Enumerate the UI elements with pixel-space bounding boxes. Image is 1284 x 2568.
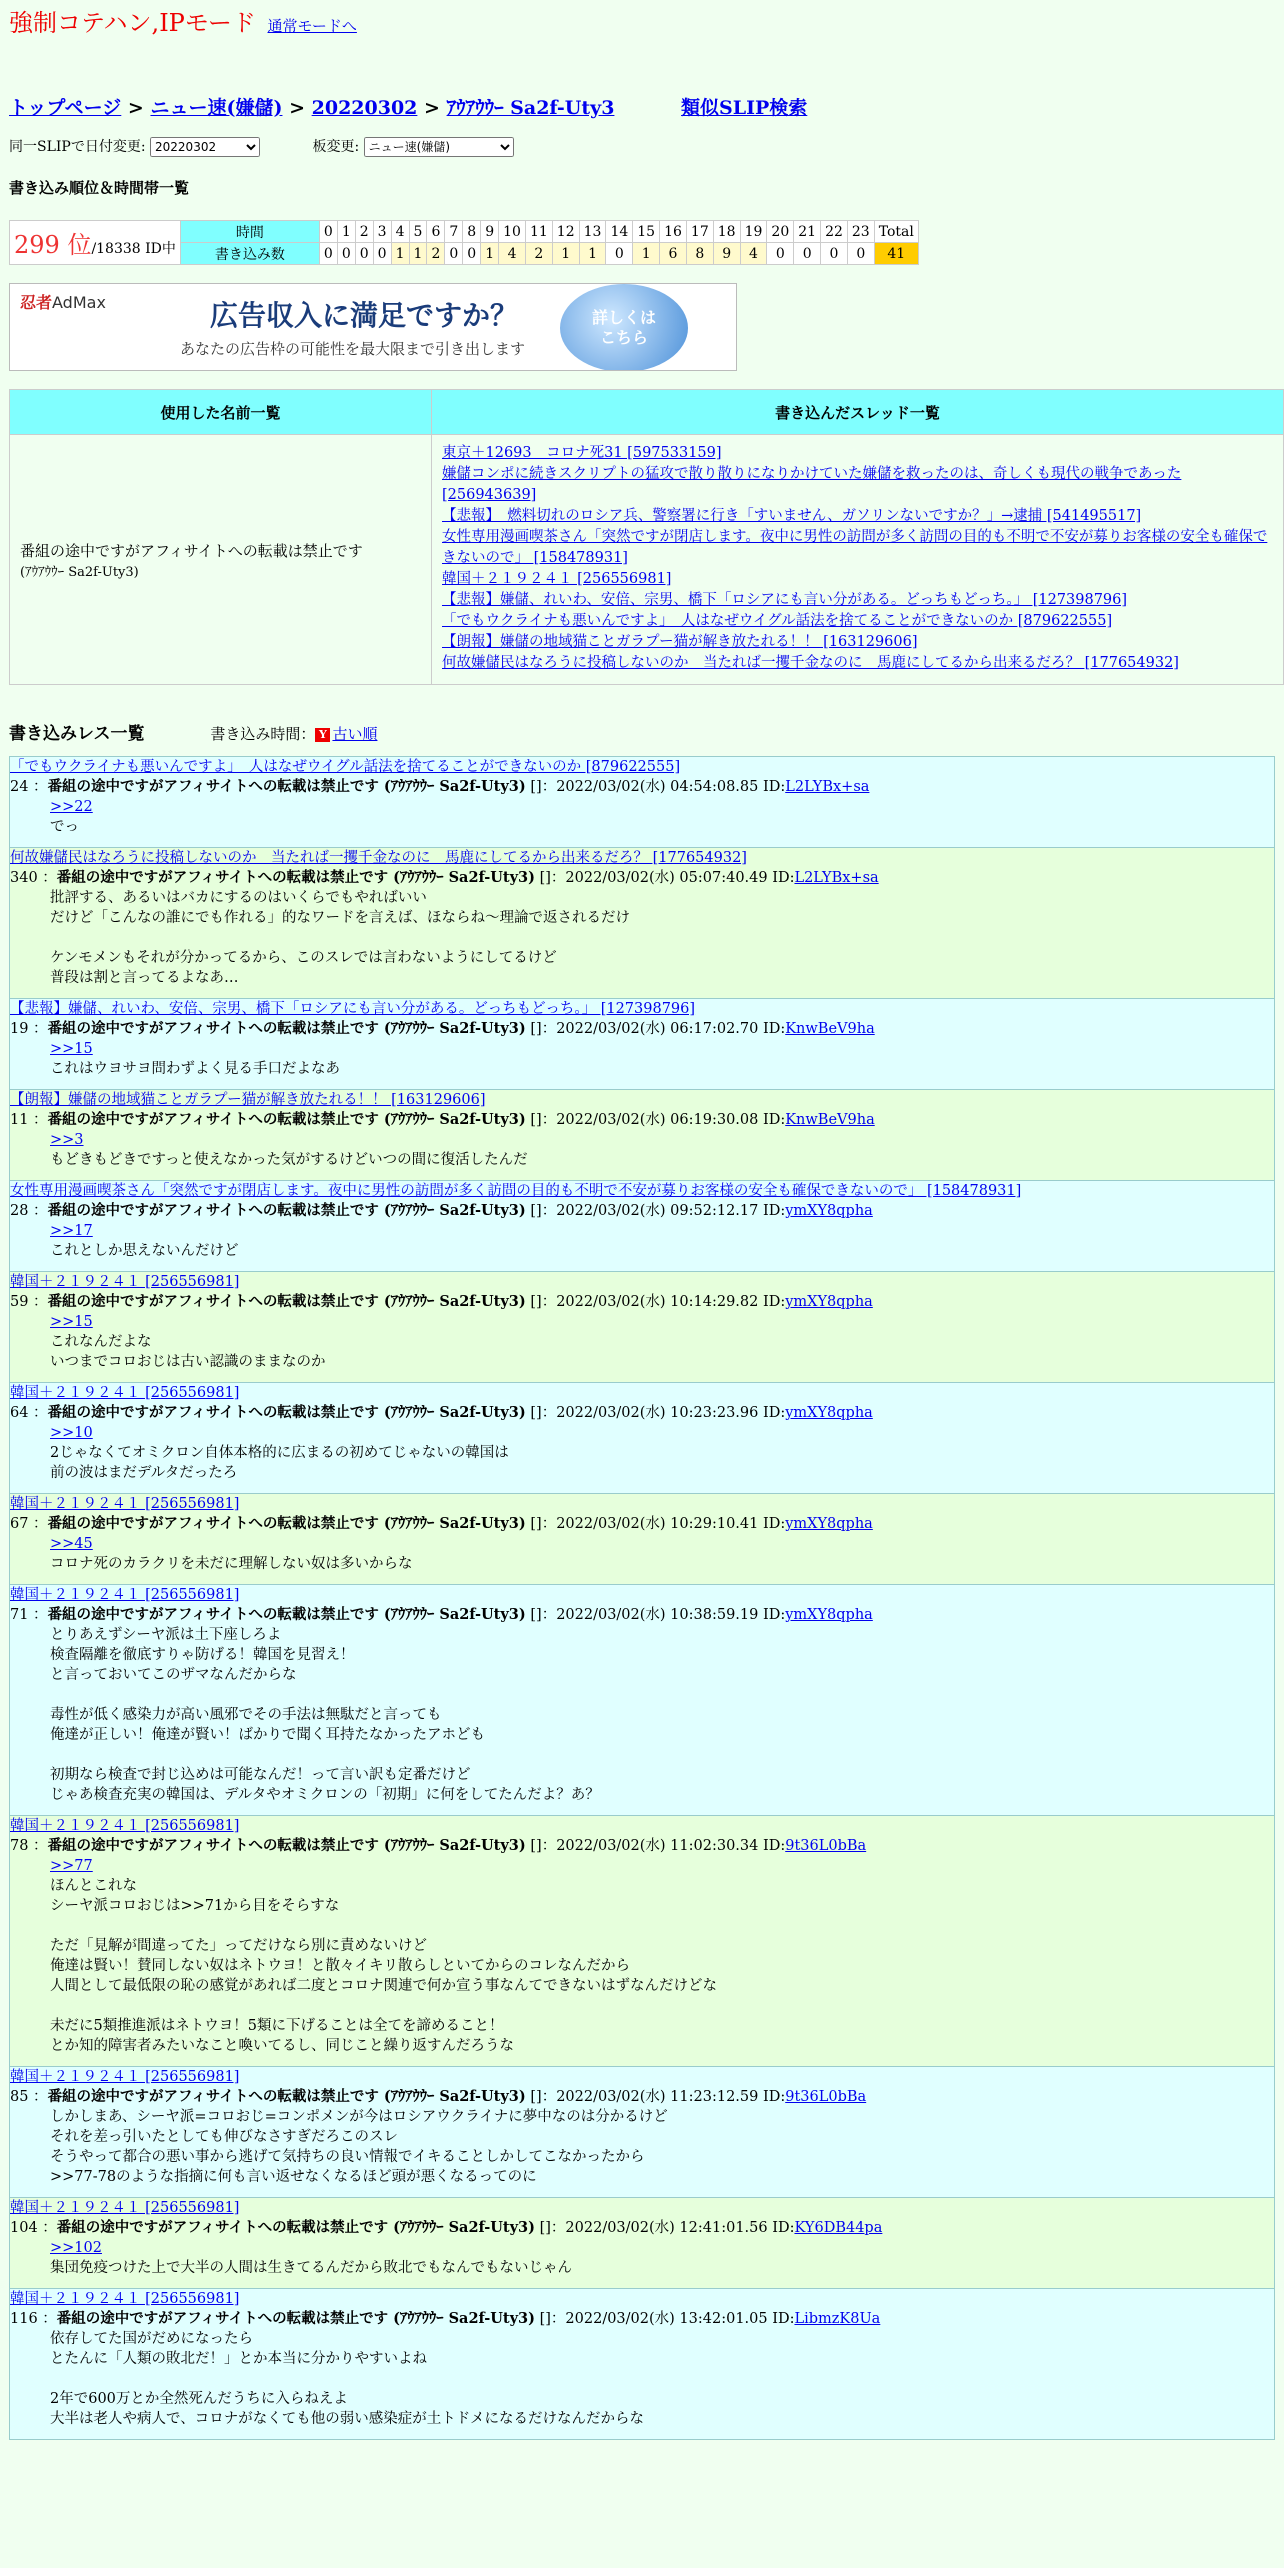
res-text: これなんだよな いつまでコロおじは古い認識のままなのか bbox=[50, 1334, 326, 1370]
hour-cell: 7 bbox=[445, 221, 463, 243]
names-column-header: 使用した名前一覧 bbox=[10, 390, 432, 435]
res-header bbox=[10, 2087, 1274, 2107]
sort-order bbox=[210, 725, 377, 743]
hour-cell: 9 bbox=[481, 221, 499, 243]
res-body bbox=[10, 797, 1274, 837]
res-thread-link[interactable]: 韓国＋２１９２４１ [256556981] bbox=[10, 2200, 240, 2216]
res-text: これとしか思えないんだけど bbox=[50, 1243, 239, 1259]
res-header bbox=[10, 2309, 1274, 2329]
res-header bbox=[10, 1019, 1274, 1039]
res-number: 71 ： bbox=[10, 1607, 48, 1623]
res-author-name: 番組の途中ですがアフィサイトへの転載は禁止です (ｱｳｱｳｳｰ Sa2f-Uty3) bbox=[56, 2310, 535, 2327]
count-cell: 1 bbox=[579, 243, 606, 265]
res-author-name: 番組の途中ですがアフィサイトへの転載は禁止です (ｱｳｱｳｳｰ Sa2f-Uty3) bbox=[47, 1020, 526, 1037]
res-number: 104 ： bbox=[10, 2220, 57, 2236]
hour-cell: 18 bbox=[713, 221, 740, 243]
res-number: 59 ： bbox=[10, 1294, 48, 1310]
ad-subtext: あなたの広告枠の可能性を最大限まで引き出します bbox=[180, 340, 526, 358]
res-meta: []：2022/03/02(水) 09:52:12.17 ID: bbox=[525, 1203, 786, 1219]
ad-logo: 忍者AdMax bbox=[20, 293, 106, 312]
res-item bbox=[9, 848, 1275, 999]
res-body bbox=[10, 1039, 1274, 1079]
res-item bbox=[9, 2289, 1275, 2440]
count-cell: 9 bbox=[713, 243, 740, 265]
total-header: Total bbox=[874, 221, 918, 243]
total-count: 41 bbox=[874, 243, 918, 265]
thread-link[interactable]: 何故嫌儲民はなろうに投稿しないのか 当たれば一攫千金なのに 馬鹿にしてるから出来るだろ？ [177654932] bbox=[442, 655, 1179, 671]
hour-cell: 2 bbox=[355, 221, 373, 243]
res-text: コロナ死のカラクリを未だに理解しない奴は多いからな bbox=[50, 1556, 413, 1572]
used-name: 番組の途中ですがアフィサイトへの転載は禁止です bbox=[20, 541, 363, 560]
res-body bbox=[10, 1130, 1274, 1170]
res-body bbox=[10, 1625, 1274, 1805]
res-thread-link[interactable]: 「でもウクライナも悪いんですよ」 人はなぜウイグル話法を捨てることができないのか [879622555] bbox=[10, 759, 681, 775]
res-author-name: 番組の途中ですがアフィサイトへの転載は禁止です (ｱｳｱｳｳｰ Sa2f-Uty3) bbox=[47, 778, 526, 795]
res-meta: []：2022/03/02(水) 13:42:01.05 ID: bbox=[535, 2311, 795, 2327]
res-header bbox=[10, 1836, 1274, 1856]
res-id-link[interactable]: ymXY8qpha bbox=[785, 1203, 873, 1219]
names-threads-table bbox=[9, 389, 1284, 685]
res-author-name: 番組の途中ですがアフィサイトへの転載は禁止です (ｱｳｱｳｳｰ Sa2f-Uty3) bbox=[47, 1404, 526, 1421]
time-label: 時間 bbox=[180, 221, 319, 243]
names-cell bbox=[10, 435, 432, 685]
count-cell: 1 bbox=[633, 243, 660, 265]
res-meta: []：2022/03/02(水) 11:23:12.59 ID: bbox=[525, 2089, 786, 2105]
res-id-link[interactable]: LibmzK8Ua bbox=[794, 2311, 881, 2327]
count-cell: 8 bbox=[686, 243, 713, 265]
sort-oldest-link[interactable]: 古い順 bbox=[332, 725, 378, 743]
res-author-name: 番組の途中ですがアフィサイトへの転載は禁止です (ｱｳｱｳｳｰ Sa2f-Uty3) bbox=[56, 869, 535, 886]
count-cell: 0 bbox=[373, 243, 391, 265]
res-item bbox=[9, 1272, 1275, 1383]
res-author-name: 番組の途中ですがアフィサイトへの転載は禁止です (ｱｳｱｳｳｰ Sa2f-Uty3) bbox=[47, 1606, 526, 1623]
thread-link[interactable]: 【朗報】嫌儲の地域猫ことガラプー猫が解き放たれる！！ [163129606] bbox=[442, 634, 918, 650]
res-number: 116 ： bbox=[10, 2311, 57, 2327]
res-list bbox=[9, 756, 1275, 2440]
res-body bbox=[10, 888, 1274, 988]
res-text: 2じゃなくてオミクロン自体本格的に広まるの初めてじゃないの韓国は 前の波はまだデルタだったろ bbox=[50, 1445, 509, 1481]
res-header bbox=[10, 1403, 1274, 1423]
res-anchor-link[interactable]: >>17 bbox=[50, 1223, 93, 1239]
hour-cell: 14 bbox=[606, 221, 633, 243]
count-cell: 2 bbox=[525, 243, 552, 265]
hour-cell: 23 bbox=[847, 221, 874, 243]
res-anchor-link[interactable]: >>45 bbox=[50, 1536, 93, 1552]
res-id-link[interactable]: 9t36L0bBa bbox=[785, 2089, 867, 2105]
res-item bbox=[9, 1494, 1275, 1585]
breadcrumb-date[interactable]: 20220302 bbox=[311, 97, 418, 119]
res-text: 依存してた国がだめになったら とたんに「人類の敗北だ！」とか本当に分かりやすいよね 2年で600万とか全然死んだうちに入らねえよ 大半は老人や病人で、コロナがなくても他の弱い感染症が土トドメになるだけなんだからな bbox=[50, 2331, 645, 2427]
mode-title: 強制コテハン,IPモード bbox=[9, 9, 256, 37]
rank-cell bbox=[10, 221, 181, 265]
res-number: 64 ： bbox=[10, 1405, 48, 1421]
res-meta: []：2022/03/02(水) 04:54:08.85 ID: bbox=[525, 779, 786, 795]
hour-cell: 8 bbox=[463, 221, 481, 243]
res-meta: []：2022/03/02(水) 06:17:02.70 ID: bbox=[525, 1021, 786, 1037]
count-cell: 1 bbox=[481, 243, 499, 265]
res-header bbox=[10, 868, 1274, 888]
res-item bbox=[9, 1090, 1275, 1181]
count-cell: 0 bbox=[847, 243, 874, 265]
res-body bbox=[10, 2238, 1274, 2278]
res-text: もどきもどきですっと使えなかった気がするけどいつの間に復活したんだ bbox=[50, 1152, 528, 1168]
thread-link[interactable]: 韓国＋２１９２４１ [256556981] bbox=[442, 571, 672, 587]
res-author-name: 番組の途中ですがアフィサイトへの転載は禁止です (ｱｳｱｳｳｰ Sa2f-Uty3) bbox=[47, 2088, 526, 2105]
board-select[interactable] bbox=[364, 137, 514, 157]
res-item bbox=[9, 2067, 1275, 2198]
res-item bbox=[9, 1383, 1275, 1494]
res-header bbox=[10, 1292, 1274, 1312]
res-number: 19 ： bbox=[10, 1021, 48, 1037]
date-select[interactable] bbox=[150, 137, 260, 157]
res-id-link[interactable]: L2LYBx+sa bbox=[785, 779, 870, 795]
res-id-link[interactable]: ymXY8qpha bbox=[785, 1607, 873, 1623]
res-text: 集団免疫つけた上で大半の人間は生きてるんだから敗北でもなんでもないじゃん bbox=[50, 2260, 572, 2276]
res-text: でっ bbox=[50, 819, 79, 835]
res-anchor-link[interactable]: >>15 bbox=[50, 1041, 93, 1057]
count-cell: 0 bbox=[606, 243, 633, 265]
hour-cell: 11 bbox=[525, 221, 552, 243]
res-author-name: 番組の途中ですがアフィサイトへの転載は禁止です (ｱｳｱｳｳｰ Sa2f-Uty3) bbox=[47, 1837, 526, 1854]
ranking-table bbox=[9, 220, 919, 265]
res-meta: []：2022/03/02(水) 12:41:01.56 ID: bbox=[535, 2220, 795, 2236]
res-number: 78 ： bbox=[10, 1838, 48, 1854]
res-id-link[interactable]: ymXY8qpha bbox=[785, 1294, 873, 1310]
res-meta: []：2022/03/02(水) 05:07:40.49 ID: bbox=[535, 870, 795, 886]
thread-link[interactable]: 東京＋12693 コロナ死31 [597533159] bbox=[442, 445, 722, 461]
res-meta: []：2022/03/02(水) 10:29:10.41 ID: bbox=[525, 1516, 786, 1532]
ad-banner[interactable] bbox=[9, 283, 737, 371]
sort-y-icon: Y bbox=[315, 728, 330, 742]
res-number: 11 ： bbox=[10, 1112, 48, 1128]
res-body bbox=[10, 1312, 1274, 1372]
res-text: ほんとこれな シーヤ派コロおじは>>71から目をそらすな ただ「見解が間違ってた」ってだけなら別に責めないけど 俺達は賢い！賛同しない奴はネトウヨ！と散々イキリ散らしといてからのコレなんだから 人間として最低限の恥の感覚があれば二度とコロナ関連で何か宣う事なんてできないはずなんだけどな 未だに5類推進派はネトウヨ！5類に下げることは全てを諦めること！ とか知的障害者みたいなこと喚いてるし、同じこと繰り返すんだろうな bbox=[50, 1878, 717, 2054]
hour-cell: 3 bbox=[373, 221, 391, 243]
res-meta: []：2022/03/02(水) 10:23:23.96 ID: bbox=[525, 1405, 786, 1421]
hour-cell: 15 bbox=[633, 221, 660, 243]
breadcrumb-id[interactable]: ｱｳｱｳｳｰ Sa2f-Uty3 bbox=[446, 97, 615, 119]
res-anchor-link[interactable]: >>102 bbox=[50, 2240, 102, 2256]
res-item bbox=[9, 999, 1275, 1090]
res-body bbox=[10, 2329, 1274, 2429]
res-author-name: 番組の途中ですがアフィサイトへの転載は禁止です (ｱｳｱｳｳｰ Sa2f-Uty3) bbox=[47, 1515, 526, 1532]
res-header bbox=[10, 2218, 1274, 2238]
res-header bbox=[10, 1605, 1274, 1625]
res-header bbox=[10, 1110, 1274, 1130]
res-item bbox=[9, 756, 1275, 848]
res-thread-link[interactable]: 【悲報】嫌儲、れいわ、安倍、宗男、橋下「ロシアにも言い分がある。どっちもどっち。」 [127398796] bbox=[10, 1001, 696, 1017]
count-cell: 1 bbox=[552, 243, 579, 265]
res-id-link[interactable]: ymXY8qpha bbox=[785, 1405, 873, 1421]
res-id-link[interactable]: KnwBeV9ha bbox=[785, 1112, 875, 1128]
res-header bbox=[10, 1514, 1274, 1534]
res-list-header bbox=[9, 719, 1275, 744]
res-body bbox=[10, 1856, 1274, 2056]
normal-mode-link[interactable]: 通常モードへ bbox=[267, 17, 357, 35]
hour-cell: 17 bbox=[686, 221, 713, 243]
res-meta: []：2022/03/02(水) 10:38:59.19 ID: bbox=[525, 1607, 786, 1623]
page-header bbox=[9, 8, 1275, 41]
res-id-link[interactable]: KY6DB44pa bbox=[794, 2220, 883, 2236]
count-cell: 0 bbox=[767, 243, 794, 265]
count-cell: 0 bbox=[445, 243, 463, 265]
res-number: 28 ： bbox=[10, 1203, 48, 1219]
res-author-name: 番組の途中ですがアフィサイトへの転載は禁止です (ｱｳｱｳｳｰ Sa2f-Uty3) bbox=[47, 1293, 526, 1310]
count-cell: 1 bbox=[391, 243, 409, 265]
res-body bbox=[10, 1423, 1274, 1483]
res-item bbox=[9, 2198, 1275, 2289]
similar-slip-search-link[interactable]: 類似SLIP検索 bbox=[681, 97, 808, 119]
breadcrumb-separator: > bbox=[127, 97, 144, 119]
hour-cell: 13 bbox=[579, 221, 606, 243]
res-item bbox=[9, 1816, 1275, 2067]
sort-label: 書き込み時間： bbox=[210, 725, 316, 743]
breadcrumb-top[interactable]: トップページ bbox=[9, 97, 122, 119]
res-thread-link[interactable]: 韓国＋２１９２４１ [256556981] bbox=[10, 1385, 240, 1401]
count-cell: 0 bbox=[463, 243, 481, 265]
hour-cell: 20 bbox=[767, 221, 794, 243]
hour-cell: 1 bbox=[337, 221, 355, 243]
res-thread-link[interactable]: 【朗報】嫌儲の地域猫ことガラプー猫が解き放たれる！！ [163129606] bbox=[10, 1092, 486, 1108]
date-change-label: 同一SLIPで日付変更: bbox=[9, 139, 146, 155]
res-number: 24 ： bbox=[10, 779, 48, 795]
used-name-id: (ｱｳｱｳｳｰ Sa2f-Uty3) bbox=[20, 564, 139, 580]
hour-cell: 0 bbox=[319, 221, 337, 243]
ranking-heading: 書き込み順位＆時間帯一覧 bbox=[9, 179, 190, 197]
res-id-link[interactable]: ymXY8qpha bbox=[785, 1516, 873, 1532]
res-body bbox=[10, 1534, 1274, 1574]
res-author-name: 番組の途中ですがアフィサイトへの転載は禁止です (ｱｳｱｳｳｰ Sa2f-Uty3) bbox=[56, 2219, 535, 2236]
breadcrumb-separator: > bbox=[289, 97, 305, 119]
hour-cell: 19 bbox=[740, 221, 767, 243]
breadcrumb-separator: > bbox=[424, 97, 440, 119]
hour-cell: 4 bbox=[391, 221, 409, 243]
res-header bbox=[10, 1201, 1274, 1221]
threads-column-header: 書き込んだスレッド一覧 bbox=[432, 390, 1284, 435]
thread-link[interactable]: 【悲報】 燃料切れのロシア兵、警察署に行き「すいません、ガソリンないですか？」→逮捕 [541495517] bbox=[442, 508, 1142, 524]
res-thread-link[interactable]: 女性専用漫画喫茶さん「突然ですが閉店します。夜中に男性の訪問が多く訪問の目的も不明で不安が募りお客様の安全も確保できないので」 [158478931] bbox=[10, 1183, 1022, 1199]
breadcrumb-board[interactable]: ニュー速(嫌儲) bbox=[150, 97, 283, 119]
count-label: 書き込み数 bbox=[180, 243, 319, 265]
res-text: しかしまあ、シーヤ派=コロおじ=コンポメンが今はロシアウクライナに夢中なのは分かるけど それを差っ引いたとしても伸びなさすぎだろこのスレ そうやって都合の悪い事から逃げて気持ちの良い情報でイキることしかしてこなかったから >>77-78のような指摘に何も言い返せなくなるほど頭が悪くなるってのに bbox=[50, 2109, 668, 2185]
hour-cell: 22 bbox=[821, 221, 848, 243]
res-body bbox=[10, 2107, 1274, 2187]
res-header bbox=[10, 777, 1274, 797]
res-list-title: 書き込みレス一覧 bbox=[9, 724, 145, 744]
res-thread-link[interactable]: 韓国＋２１９２４１ [256556981] bbox=[10, 1496, 240, 1512]
res-number: 85 ： bbox=[10, 2089, 48, 2105]
res-anchor-link[interactable]: >>3 bbox=[50, 1132, 84, 1148]
res-anchor-link[interactable]: >>22 bbox=[50, 799, 93, 815]
res-anchor-link[interactable]: >>10 bbox=[50, 1425, 93, 1441]
res-id-link[interactable]: L2LYBx+sa bbox=[794, 870, 879, 886]
count-cell: 0 bbox=[337, 243, 355, 265]
res-item bbox=[9, 1181, 1275, 1272]
res-item bbox=[9, 1585, 1275, 1816]
res-author-name: 番組の途中ですがアフィサイトへの転載は禁止です (ｱｳｱｳｳｰ Sa2f-Uty3) bbox=[47, 1111, 526, 1128]
board-change-label: 板変更: bbox=[312, 139, 360, 155]
count-cell: 6 bbox=[660, 243, 687, 265]
hour-cell: 21 bbox=[794, 221, 821, 243]
res-text: とりあえずシーヤ派は土下座しろよ 検査隔離を徹底すりゃ防げる！韓国を見習え！ と言っておいてこのザマなんだからな 毒性が低く感染力が高い風邪でその手法は無駄だと言っても 俺達が正しい！俺達が賢い！ばかりで聞く耳持たなかったアホども 初期なら検査で封じ込めは可能なんだ！って言い訳も定番だけど じゃあ検査充実の韓国は、デルタやオミクロンの「初期」に何をしてたんだよ？あ？ bbox=[50, 1627, 600, 1803]
count-cell: 0 bbox=[794, 243, 821, 265]
res-meta: []：2022/03/02(水) 11:02:30.34 ID: bbox=[525, 1838, 786, 1854]
res-meta: []：2022/03/02(水) 10:14:29.82 ID: bbox=[525, 1294, 786, 1310]
res-anchor-link[interactable]: >>15 bbox=[50, 1314, 93, 1330]
thread-link[interactable]: 嫌儲コンポに続きスクリプトの猛攻で散り散りになりかけていた嫌儲を救ったのは、奇しくも現代の戦争であった [256943639] bbox=[442, 466, 1182, 503]
hour-cell: 6 bbox=[427, 221, 445, 243]
hour-cell: 16 bbox=[660, 221, 687, 243]
res-number: 67 ： bbox=[10, 1516, 48, 1532]
res-meta: []：2022/03/02(水) 06:19:30.08 ID: bbox=[525, 1112, 786, 1128]
res-thread-link[interactable]: 何故嫌儲民はなろうに投稿しないのか 当たれば一攫千金なのに 馬鹿にしてるから出来るだろ？ [177654932] bbox=[10, 850, 747, 866]
res-text: これはウヨサヨ問わずよく見る手口だよなあ bbox=[50, 1061, 340, 1077]
thread-link[interactable]: 女性専用漫画喫茶さん「突然ですが閉店します。夜中に男性の訪問が多く訪問の目的も不明で不安が募りお客様の安全も確保できないので」 [158478931] bbox=[442, 529, 1268, 566]
hour-cell: 10 bbox=[499, 221, 526, 243]
res-thread-link[interactable]: 韓国＋２１９２４１ [256556981] bbox=[10, 2291, 240, 2307]
thread-link[interactable]: 「でもウクライナも悪いんですよ」 人はなぜウイグル話法を捨てることができないのか [879622555] bbox=[442, 613, 1113, 629]
res-thread-link[interactable]: 韓国＋２１９２４１ [256556981] bbox=[10, 1818, 240, 1834]
count-cell: 0 bbox=[355, 243, 373, 265]
count-cell: 1 bbox=[409, 243, 427, 265]
count-cell: 2 bbox=[427, 243, 445, 265]
res-number: 340 ： bbox=[10, 870, 57, 886]
rank-total: /18338 ID中 bbox=[91, 241, 176, 257]
thread-link[interactable]: 【悲報】嫌儲、れいわ、安倍、宗男、橋下「ロシアにも言い分がある。どっちもどっち。」 [127398796] bbox=[442, 592, 1128, 608]
res-body bbox=[10, 1221, 1274, 1261]
res-id-link[interactable]: 9t36L0bBa bbox=[785, 1838, 867, 1854]
threads-cell bbox=[432, 435, 1284, 685]
res-thread-link[interactable]: 韓国＋２１９２４１ [256556981] bbox=[10, 2069, 240, 2085]
res-thread-link[interactable]: 韓国＋２１９２４１ [256556981] bbox=[10, 1587, 240, 1603]
res-thread-link[interactable]: 韓国＋２１９２４１ [256556981] bbox=[10, 1274, 240, 1290]
res-anchor-link[interactable]: >>77 bbox=[50, 1858, 93, 1874]
rank-value: 299 位 bbox=[14, 231, 92, 259]
count-cell: 4 bbox=[740, 243, 767, 265]
ad-headline: 広告収入に満足ですか？ bbox=[210, 299, 519, 332]
count-cell: 0 bbox=[319, 243, 337, 265]
count-cell: 4 bbox=[499, 243, 526, 265]
res-text: 批評する、あるいはバカにするのはいくらでもやればいい だけど「こんなの誰にでも作れる」的なワードを言えば、ほならね～理論で返されるだけ ケンモメンもそれが分かってるから、このスレでは言わないようにしてるけど 普段は割と言ってるよなあ… bbox=[50, 890, 630, 986]
res-id-link[interactable]: KnwBeV9ha bbox=[785, 1021, 875, 1037]
count-cell: 0 bbox=[821, 243, 848, 265]
hour-cell: 5 bbox=[409, 221, 427, 243]
hour-cell: 12 bbox=[552, 221, 579, 243]
selector-row bbox=[9, 136, 1275, 157]
ad-details-button[interactable]: 詳しくは こちら bbox=[560, 284, 688, 371]
breadcrumb bbox=[9, 93, 1275, 120]
res-author-name: 番組の途中ですがアフィサイトへの転載は禁止です (ｱｳｱｳｳｰ Sa2f-Uty3) bbox=[47, 1202, 526, 1219]
